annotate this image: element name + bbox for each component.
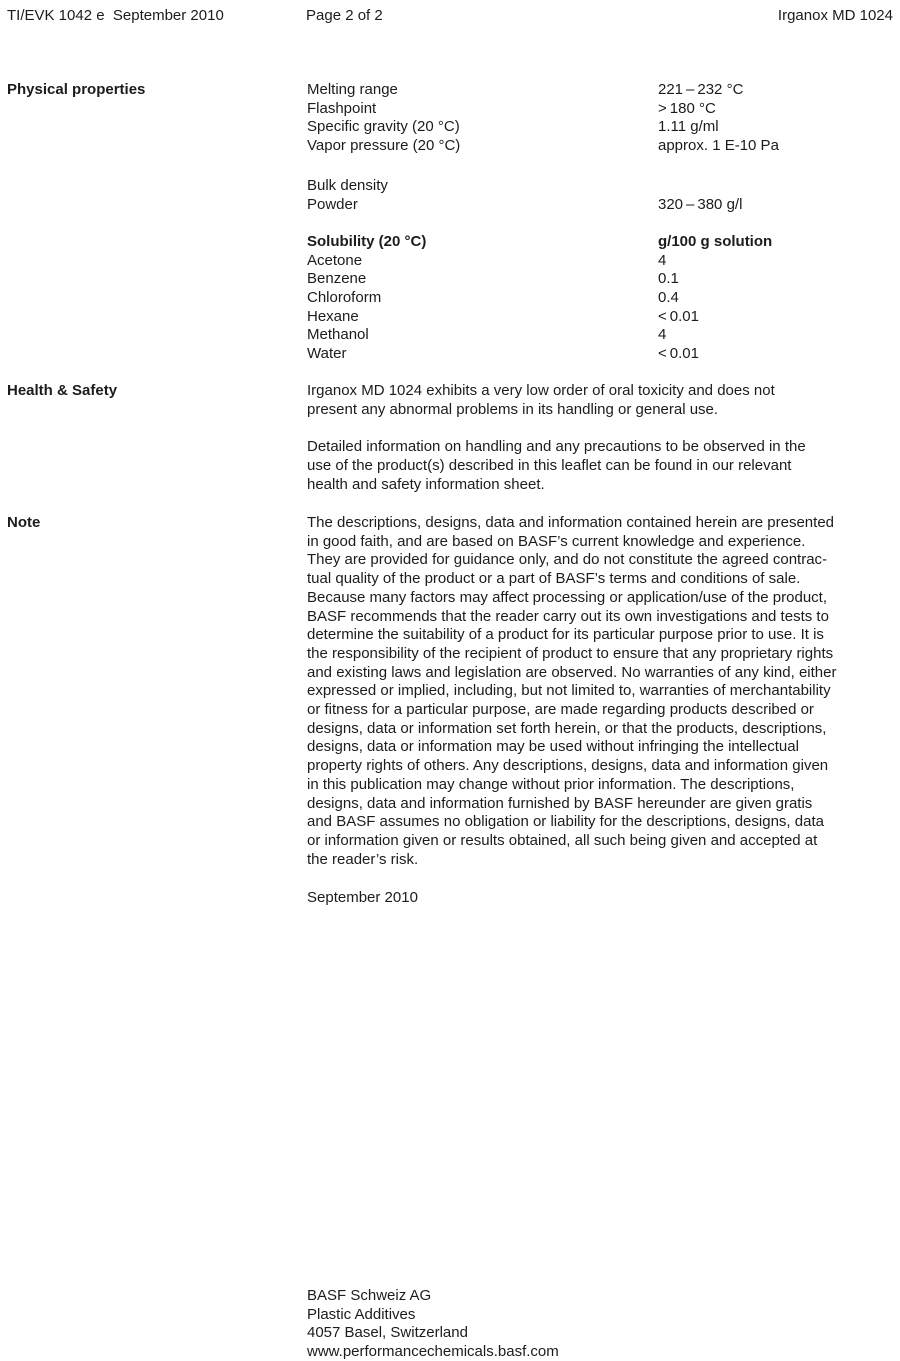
property-label: Bulk density [307,177,388,194]
text-line: designs, data and information furnished by BASF hereunder are given gratis [307,794,813,812]
text-line: designs, data or information set forth herein, or that the products, descriptions, [307,719,827,737]
section-title-physical-properties: Physical properties [7,81,146,98]
note-date: September 2010 [307,889,418,906]
property-label: Vapor pressure (20 °C) [307,137,461,155]
property-row [307,118,893,137]
solubility-row [307,270,893,289]
text-line: in this publication may change without prior information. The descriptions, [307,775,795,793]
text-line: property rights of others. Any descriptions, designs, data and information given [307,757,829,775]
doc-reference: TI/EVK 1042 e September 2010 [7,7,224,24]
text-line: www.performancechemicals.basf.com [307,1343,559,1361]
solubility-header-unit: g/100 g solution [658,233,773,250]
footer-company-address [307,1287,893,1361]
property-value: 320 – 380 g/l [658,195,743,213]
text-line: expressed or implied, including, but not limited to, warranties of merchantability [307,682,831,700]
solubility-row [307,252,893,271]
section-title-health-safety: Health & Safety [7,382,118,399]
text-line: or fitness for a particular purpose, are made regarding products described or [307,701,814,719]
property-row [307,100,893,119]
property-label: Specific gravity (20 °C) [307,118,460,136]
property-row [307,177,893,196]
health-safety-text [307,382,893,494]
text-line: the responsibility of the recipient of product to ensure that any proprietary rights [307,644,834,662]
text-line: Plastic Additives [307,1305,416,1323]
text-line: present any abnormal problems in its handling or general use. [307,400,719,418]
text-line: Irganox MD 1024 exhibits a very low order of oral toxicity and does not [307,382,775,399]
product-name: Irganox MD 1024 [777,7,893,24]
physical-properties-table [307,81,893,156]
text-line: in good faith, and are based on BASF’s current knowledge and experience. [307,532,806,550]
solubility-table [307,233,893,364]
property-value: 221 – 232 °C [658,81,744,98]
solvent-label: Water [307,345,347,363]
property-value: > 180 °C [658,99,716,117]
text-line: BASF recommends that the reader carry out its own investigations and tests to [307,607,829,625]
solubility-value: 4 [658,251,667,269]
section-title-note: Note [7,514,41,531]
property-row [307,196,893,215]
solubility-header-row [307,233,893,252]
solubility-row [307,345,893,364]
solubility-value: < 0.01 [658,345,699,363]
text-line: health and safety information sheet. [307,475,545,493]
solvent-label: Chloroform [307,289,382,307]
text-line: and BASF assumes no obligation or liability for the descriptions, designs, data [307,813,824,831]
solubility-row [307,326,893,345]
text-line: use of the product(s) described in this leaflet can be found in our relevant [307,456,792,474]
text-line: designs, data or information may be used without infringing the intellectual [307,738,799,756]
text-line: Because many factors may affect processing or application/use of the product, [307,588,828,606]
text-line: The descriptions, designs, data and information contained herein are presented [307,514,834,531]
text-line: Detailed information on handling and any precautions to be observed in the [307,438,806,456]
solubility-value: < 0.01 [658,307,699,325]
text-line: tual quality of the product or a part of BASF’s terms and conditions of sale. [307,570,801,588]
property-value: 1.11 g/ml [658,118,719,136]
solubility-row [307,308,893,327]
solubility-value: 4 [658,326,667,344]
text-line: and existing laws and legislation are observed. No warranties of any kind, either [307,663,837,681]
text-line: determine the suitability of a product for its particular purpose prior to use. It is [307,626,824,644]
property-label: Powder [307,195,358,213]
solubility-value: 0.4 [658,289,679,307]
text-line: BASF Schweiz AG [307,1287,432,1304]
text-line: or information given or results obtained, all such being given and accepted at [307,831,818,849]
solvent-label: Acetone [307,251,363,269]
solubility-row [307,289,893,308]
bulk-density-table [307,177,893,214]
property-label: Melting range [307,81,398,98]
solvent-label: Methanol [307,326,369,344]
health-paragraph [307,382,893,419]
property-row [307,81,893,100]
text-line: 4057 Basel, Switzerland [307,1324,468,1342]
property-value: approx. 1 E-10 Pa [658,137,779,155]
solubility-header-label: Solubility (20 °C) [307,233,427,250]
property-label: Flashpoint [307,99,377,117]
property-row [307,137,893,156]
solubility-value: 0.1 [658,270,679,288]
health-paragraph [307,438,893,494]
solvent-label: Benzene [307,270,367,288]
page-number: Page 2 of 2 [306,7,383,24]
solvent-label: Hexane [307,307,359,325]
text-line: the reader’s risk. [307,850,419,868]
note-disclaimer-text [307,514,893,869]
text-line: They are provided for guidance only, and do not constitute the agreed contrac- [307,551,828,569]
